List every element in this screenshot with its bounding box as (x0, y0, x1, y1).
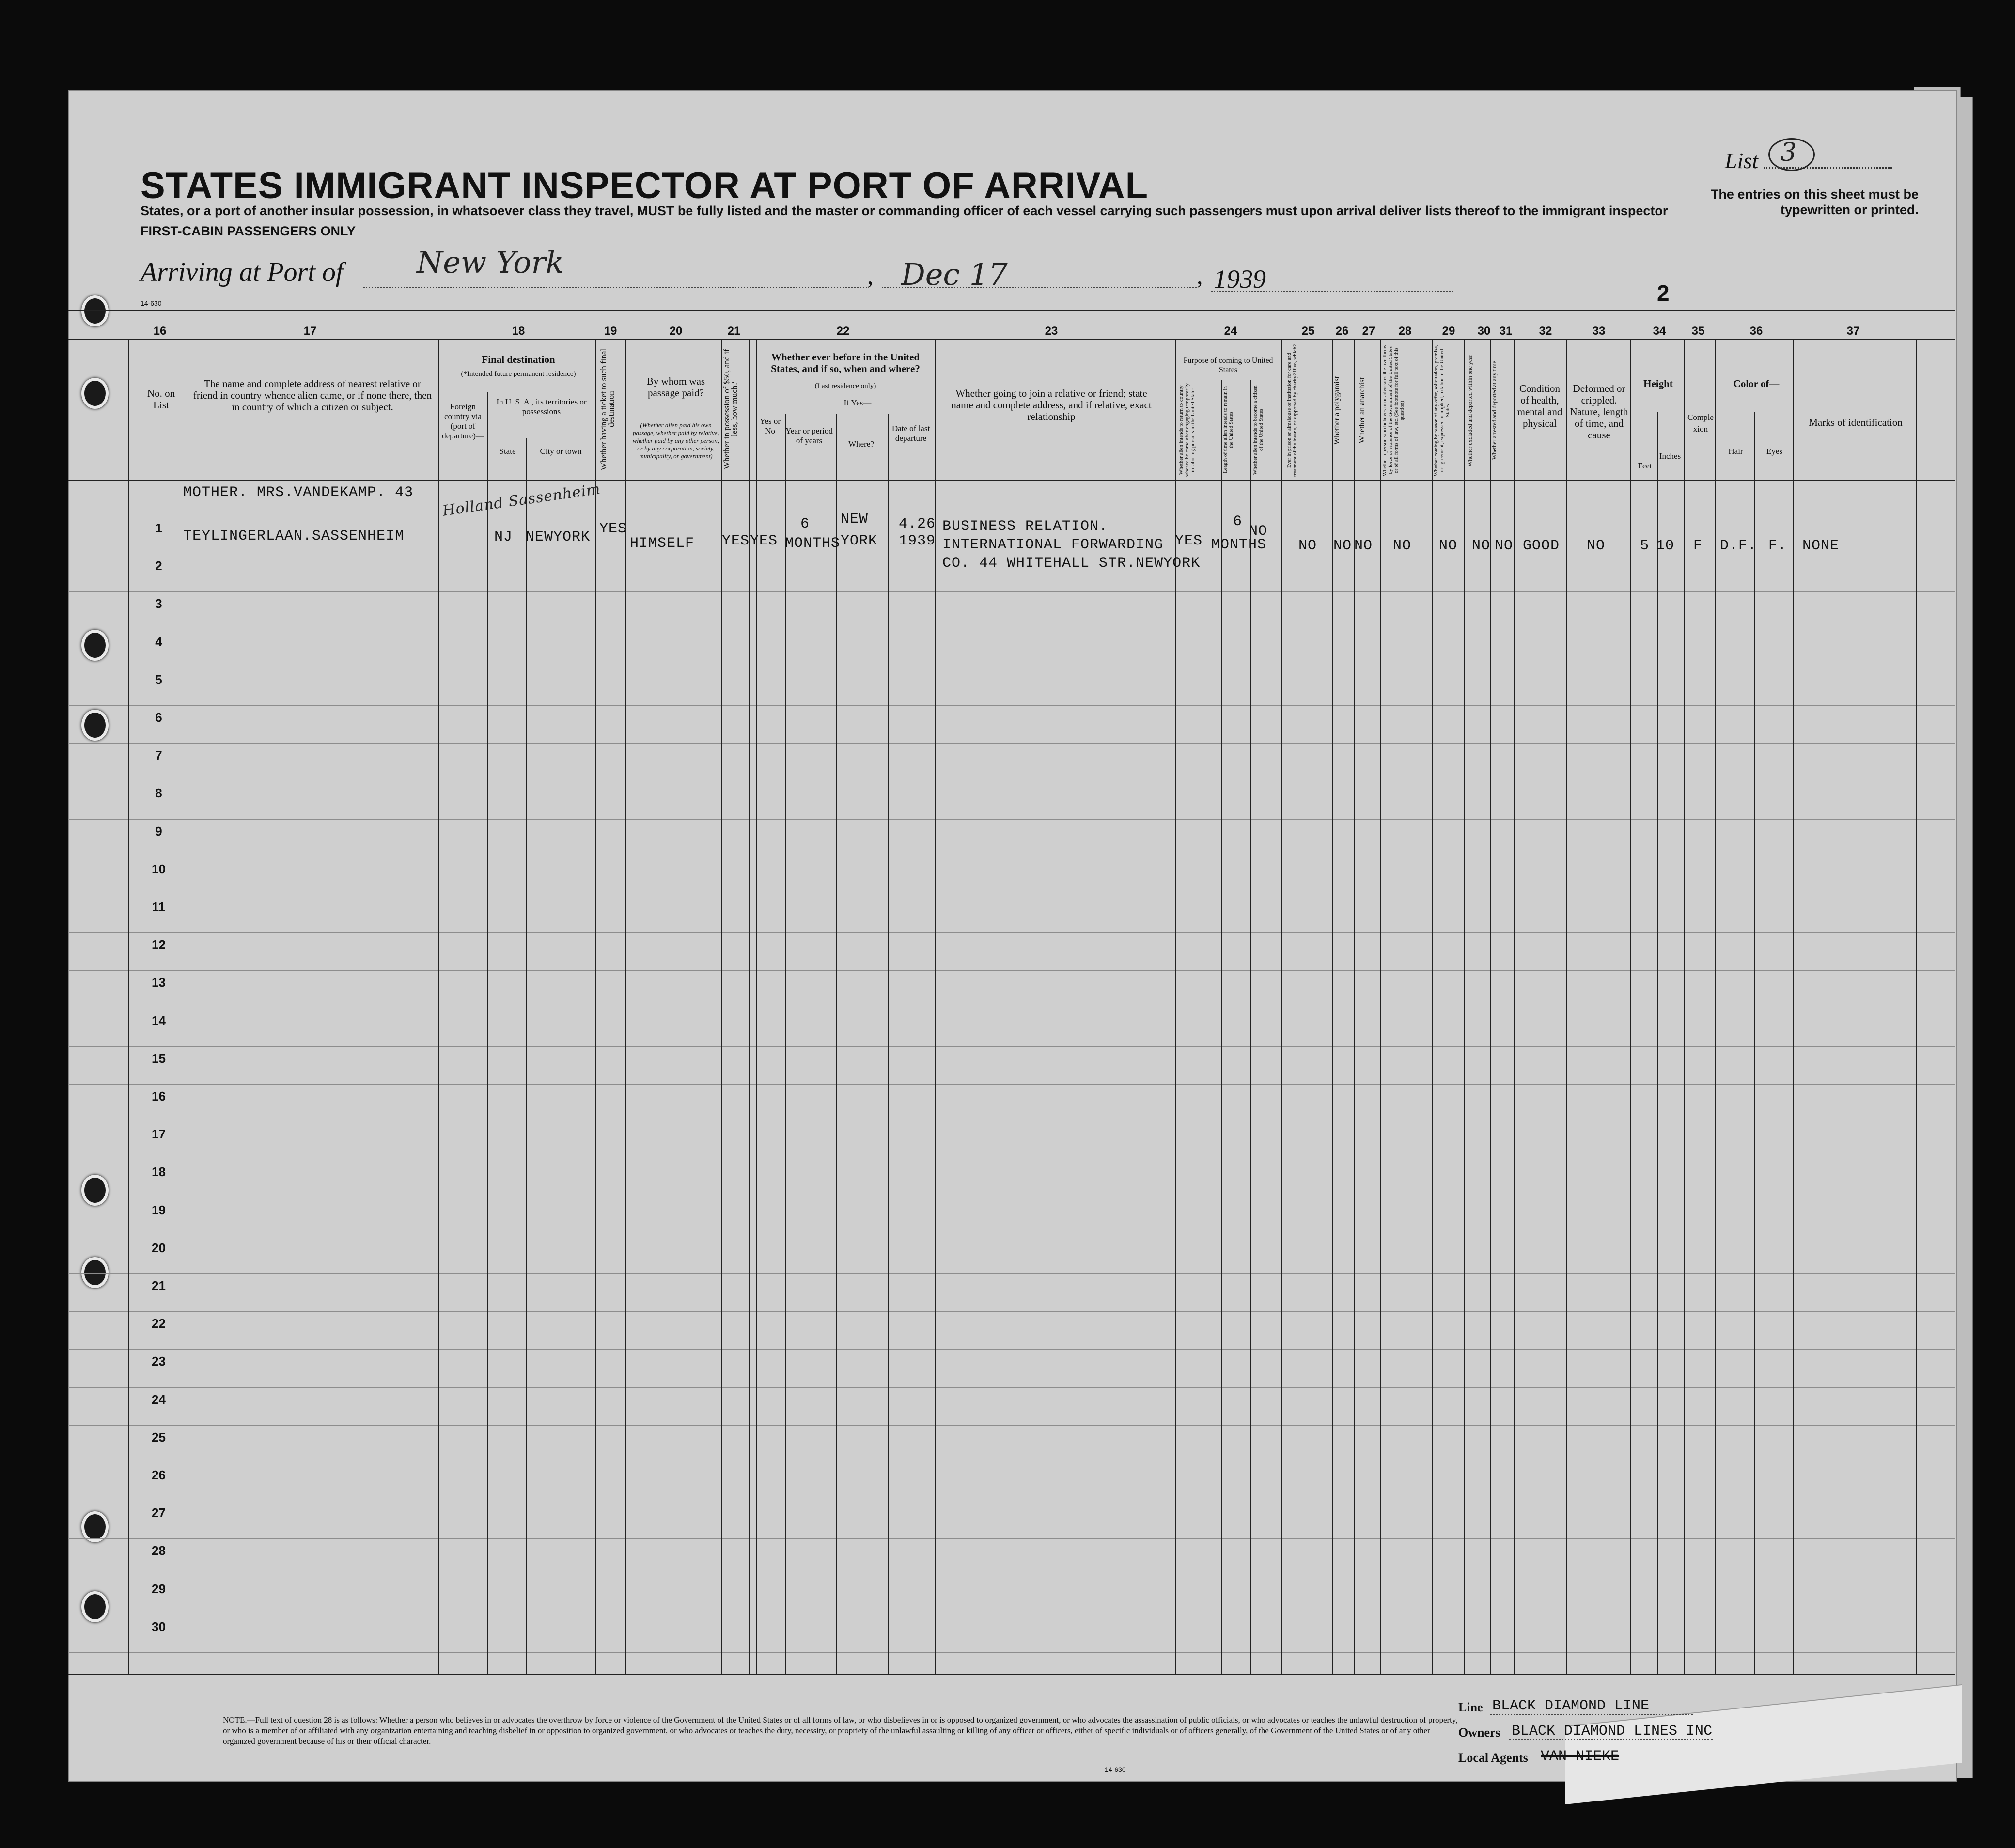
header-purpose-length: Length of time alien intends to remain in the United States (1222, 386, 1234, 474)
col-num-32: 32 (1539, 325, 1552, 338)
col-num-30: 30 (1477, 325, 1491, 338)
entry-polygamist: NO (1333, 538, 1352, 554)
entry-before-yes: YES (750, 533, 778, 549)
row-number: 4 (155, 634, 162, 649)
row-number: 29 (152, 1581, 166, 1596)
line-dotted (1490, 1714, 1693, 1715)
row-number: 3 (155, 596, 162, 611)
header-city: City or town (540, 447, 582, 456)
column-line (595, 339, 596, 1674)
column-line (888, 414, 889, 1674)
entry-city: NEWYORK (526, 529, 591, 545)
col-num-18: 18 (512, 325, 525, 338)
header-ever-before: Whether ever before in the United States, and if so, when and where? (771, 351, 920, 374)
header-overthrow: Whether a person who believes in or advocates the overthrow by force or violence of the Government of the United States or of all forms of law, etc. (See footnote for full text of this question) (1382, 344, 1405, 477)
entry-anarchist: NO (1354, 538, 1373, 554)
row-number: 13 (152, 975, 166, 990)
header-passage-paid: By whom was passage paid? (646, 375, 705, 399)
punch-hole (81, 710, 109, 741)
owners-label: Owners (1458, 1725, 1500, 1739)
year-dotted-line (1211, 291, 1453, 292)
header-year-period: Year or period of years (785, 426, 833, 445)
row-number: 25 (152, 1429, 166, 1444)
header-color-of: Color of— (1733, 378, 1780, 389)
entry-where-line1: NEW (841, 511, 869, 528)
header-height: Height (1643, 378, 1673, 389)
column-number-row-border (68, 339, 1955, 340)
form-title: STATES IMMIGRANT INSPECTOR AT PORT OF ARRIVAL (141, 165, 1149, 206)
entry-relative-line1: MOTHER. MRS.VANDEKAMP. 43 (183, 484, 414, 501)
row-line (68, 705, 1955, 706)
table-bottom-border (68, 1674, 1955, 1675)
col-num-23: 23 (1045, 325, 1058, 338)
row-line (68, 1425, 1955, 1426)
column-line (1432, 339, 1433, 1674)
entry-relative-line2: TEYLINGERLAAN.SASSENHEIM (183, 528, 405, 544)
row-number: 28 (152, 1543, 166, 1558)
header-date-departure: Date of last departure (891, 424, 930, 443)
port-dotted-line (363, 287, 867, 288)
row-number: 23 (152, 1354, 166, 1369)
row-line (68, 1387, 1955, 1388)
col-num-24: 24 (1224, 325, 1237, 338)
header-purpose-citizen: Whether alien intends to become a citizen of the United States (1252, 385, 1264, 475)
column-line (1566, 339, 1567, 1674)
header-ticket: Whether having a ticket to such final destination (599, 348, 616, 470)
col-num-19: 19 (604, 325, 617, 338)
date-dotted-line (882, 287, 1197, 288)
row-number: 16 (152, 1089, 166, 1103)
entry-overthrow: NO (1393, 538, 1412, 554)
agents-value: VAN NIEKE (1541, 1748, 1620, 1765)
line-value: BLACK DIAMOND LINE (1492, 1698, 1650, 1714)
row-number: 30 (152, 1619, 166, 1634)
row-line (68, 1084, 1955, 1085)
column-line (1793, 339, 1794, 1674)
entry-period-line1: 6 (800, 516, 810, 532)
row-line (68, 1538, 1955, 1539)
punch-hole (81, 1257, 109, 1288)
entry-join-line1: BUSINESS RELATION. (942, 518, 1109, 535)
entry-paid-by: HIMSELF (630, 535, 695, 552)
agents-label: Local Agents (1458, 1751, 1528, 1765)
column-line (1715, 339, 1716, 1674)
header-purpose-return: Whether alien intends to return to country whence he came after engaging temporarily in laboring pursuits in the United States (1178, 383, 1196, 477)
column-line (438, 339, 439, 1674)
entry-citizen: NO (1249, 523, 1268, 540)
list-number: 3 (1781, 138, 1797, 167)
row-number: 18 (152, 1165, 166, 1180)
column-line (1916, 339, 1917, 1674)
header-health: Condition of health, mental and physical (1517, 383, 1562, 429)
entry-marks: NONE (1802, 538, 1840, 554)
entry-money: YES (722, 533, 750, 549)
column-line (1684, 339, 1685, 1674)
header-if-yes: If Yes— (843, 398, 872, 407)
header-where: Where? (848, 439, 874, 449)
row-number: 17 (152, 1127, 166, 1142)
header-final-destination-note: (*Intended future permanent residence) (461, 370, 576, 378)
header-money: Whether in possession of $50, and if less, how much? (722, 349, 739, 470)
entry-foreign-country-handwritten: Holland Sassenheim (441, 481, 602, 520)
table-top-border (68, 310, 1955, 311)
col-num-33: 33 (1592, 325, 1606, 338)
entry-join-line2: INTERNATIONAL FORWARDING (942, 537, 1164, 553)
entry-departure-line1: 4.26 (899, 516, 936, 532)
comma: , (867, 262, 874, 289)
row-line (68, 932, 1955, 933)
row-number: 26 (152, 1468, 166, 1482)
header-feet: Feet (1638, 461, 1652, 470)
header-foreign-country: Foreign country via (port of departure)— (442, 402, 484, 440)
column-line (1250, 380, 1251, 1674)
entry-labor-offer: NO (1439, 538, 1458, 554)
punch-hole (81, 1591, 109, 1622)
column-line (526, 438, 527, 1674)
row-line (68, 970, 1955, 971)
header-arrested: Whether arrested and deported at any time (1491, 361, 1498, 460)
row-number: 22 (152, 1316, 166, 1331)
entry-health: GOOD (1523, 538, 1560, 554)
row-number: 1 (155, 521, 162, 535)
list-label: List (1725, 148, 1759, 173)
row-number: 7 (155, 748, 162, 763)
entry-deformed: NO (1587, 538, 1606, 554)
column-line (1630, 339, 1631, 1674)
column-line (785, 414, 786, 1674)
col-num-35: 35 (1691, 325, 1705, 338)
col-num-22: 22 (836, 325, 850, 338)
punch-hole (81, 1511, 109, 1542)
header-labor-offer: Whether coming by reason of any offer, solicitation, promise, or agreement, expressed or implied, to labor in the United States (1433, 345, 1451, 476)
header-hair: Hair (1728, 447, 1743, 456)
owners-value: BLACK DIAMOND LINES INC (1512, 1723, 1713, 1739)
row-line (68, 1311, 1955, 1312)
column-line (1754, 412, 1755, 1674)
header-excluded: Whether excluded and deported within one year (1467, 355, 1473, 466)
header-passage-paid-note: (Whether alien paid his own passage, whether paid by relative, whether paid by any other person, or by any corporation, society, municipality, or government) (632, 421, 719, 460)
punch-hole (81, 630, 109, 661)
row-number: 24 (152, 1392, 166, 1407)
row-line (68, 1652, 1955, 1653)
row-number: 10 (152, 861, 166, 876)
owners-dotted (1509, 1739, 1713, 1740)
header-inches: Inches (1659, 451, 1681, 461)
entry-excluded: NO (1472, 538, 1491, 554)
list-underline (1764, 167, 1892, 169)
col-num-28: 28 (1398, 325, 1412, 338)
column-line (1281, 339, 1282, 1674)
col-num-16: 16 (153, 325, 167, 338)
header-polygamist: Whether a polygamist (1333, 376, 1341, 445)
column-line (487, 392, 488, 1674)
header-bottom-border (68, 480, 1955, 481)
col-num-34: 34 (1653, 325, 1666, 338)
comma: , (1197, 262, 1203, 289)
arrival-date: Dec 17 (901, 257, 1008, 292)
header-prison: Ever in prison or almshouse or institution for care and treatment of the insane, or supported by charity? If so, which? (1286, 344, 1298, 477)
row-number: 12 (152, 937, 166, 952)
row-line (68, 591, 1955, 592)
entry-state: NJ (494, 529, 513, 545)
row-number: 14 (152, 1013, 166, 1028)
arriving-label: Arriving at Port of (141, 257, 344, 287)
sheet-number: 2 (1657, 280, 1670, 306)
header-join-relative: Whether going to join a relative or friend; state name and complete address, and if relative, exact relationship (951, 388, 1152, 422)
header-ever-before-note: (Last residence only) (814, 382, 876, 390)
col-num-31: 31 (1499, 325, 1513, 338)
row-line (68, 819, 1955, 820)
col-num-36: 36 (1749, 325, 1763, 338)
form-instructions: States, or a port of another insular possession, in whatsoever class they travel, MUST be fully listed and the master or commanding officer of each vessel carrying such passengers must upon arrival deliver lists thereof to the immigrant inspector (141, 203, 1668, 218)
header-no-on-list: No. on List (147, 388, 175, 411)
line-label: Line (1458, 1700, 1483, 1714)
manifest-sheet (68, 90, 1957, 1782)
punch-hole (81, 1175, 109, 1206)
entry-inches: 10 (1656, 538, 1675, 554)
row-number: 19 (152, 1202, 166, 1217)
col-num-25: 25 (1301, 325, 1315, 338)
header-anarchist: Whether an anarchist (1358, 377, 1366, 444)
col-num-26: 26 (1335, 325, 1349, 338)
col-num-20: 20 (669, 325, 683, 338)
header-purpose: Purpose of coming to United States (1183, 357, 1273, 374)
row-line (68, 743, 1955, 744)
column-line (836, 414, 837, 1674)
entry-complexion: F (1693, 538, 1703, 554)
port-name: New York (417, 245, 564, 280)
header-nearest-relative: The name and complete address of nearest relative or friend in country whence alien came, or if none there, then in country of which a citizen or subject. (193, 378, 432, 413)
column-line (1464, 339, 1465, 1674)
header-eyes: Eyes (1766, 447, 1783, 456)
column-line (625, 339, 626, 1674)
col-num-29: 29 (1442, 325, 1455, 338)
entry-length-line1: 6 (1233, 513, 1243, 530)
form-class-note: FIRST-CABIN PASSENGERS ONLY (141, 224, 356, 238)
row-number: 8 (155, 786, 162, 801)
form-code-top: 14-630 (141, 299, 162, 307)
row-number: 6 (155, 710, 162, 725)
entry-arrested: NO (1495, 538, 1514, 554)
form-code-bottom: 14-630 (1105, 1766, 1126, 1773)
entry-period-line2: MONTHS (785, 535, 841, 552)
column-line (128, 339, 129, 1674)
column-line (1657, 412, 1658, 1674)
row-number: 20 (152, 1240, 166, 1255)
punch-hole (81, 378, 109, 409)
row-line (68, 1273, 1955, 1274)
typewritten-note: The entries on this sheet must be typewritten or printed. (1710, 187, 1919, 217)
entry-length-line2: MONTHS (1211, 537, 1267, 553)
entry-purpose-return: YES (1175, 533, 1203, 549)
entry-join-line3: CO. 44 WHITEHALL STR.NEWYORK (942, 555, 1201, 572)
col-num-17: 17 (303, 325, 317, 338)
column-line (1221, 380, 1222, 1674)
entry-feet: 5 (1640, 538, 1650, 554)
row-number: 11 (152, 900, 166, 914)
entry-ticket: YES (599, 521, 627, 537)
header-final-destination: Final destination (482, 354, 555, 365)
header-yes-or-no: Yes or No (759, 417, 781, 435)
col-num-37: 37 (1846, 325, 1860, 338)
col-num-27: 27 (1362, 325, 1375, 338)
entry-prison: NO (1298, 538, 1317, 554)
row-number: 5 (155, 672, 162, 687)
row-number: 2 (155, 559, 162, 574)
row-line (68, 1046, 1955, 1047)
row-line (68, 1349, 1955, 1350)
row-number: 9 (155, 823, 162, 839)
entry-eyes: F. (1768, 538, 1787, 554)
entry-hair: D.F. (1720, 538, 1757, 554)
row-number: 15 (152, 1051, 166, 1066)
arrival-year: 1939 (1214, 264, 1266, 294)
row-number: 27 (152, 1506, 166, 1521)
col-num-21: 21 (727, 325, 741, 338)
row-number: 21 (152, 1278, 166, 1293)
header-state: State (499, 447, 516, 456)
header-complexion: Complexion (1687, 413, 1714, 434)
header-in-usa: In U. S. A., its territories or possessions (496, 397, 587, 416)
entry-departure-line2: 1939 (899, 533, 936, 549)
header-deformed: Deformed or crippled. Nature, length of time, and cause (1570, 383, 1628, 441)
column-line (1380, 339, 1381, 1674)
entry-where-line2: YORK (841, 533, 878, 549)
footnote-question-28: NOTE.—Full text of question 28 is as follows: Whether a person who believes in or advocates the overthrow by force or violence of the Government of the United States or of all forms of law, or who disbelieves in or is opposed to organized government, or who advocates the assassination of public officials, or who advocates or teaches the unlawful destruction of property, or who is a member of or affiliated with any organization entertaining and teaching disbelief in or opposition to organized government, or who advocates or teaches the duty, necessity, or propriety of the unlawful assaulting or killing of any officer or officers, either of specific individuals or of officers generally, of the Government of the United States or of any other organized government because of his or their official character. (223, 1715, 1458, 1746)
header-marks: Marks of identification (1809, 417, 1903, 428)
column-line (1514, 339, 1515, 1674)
